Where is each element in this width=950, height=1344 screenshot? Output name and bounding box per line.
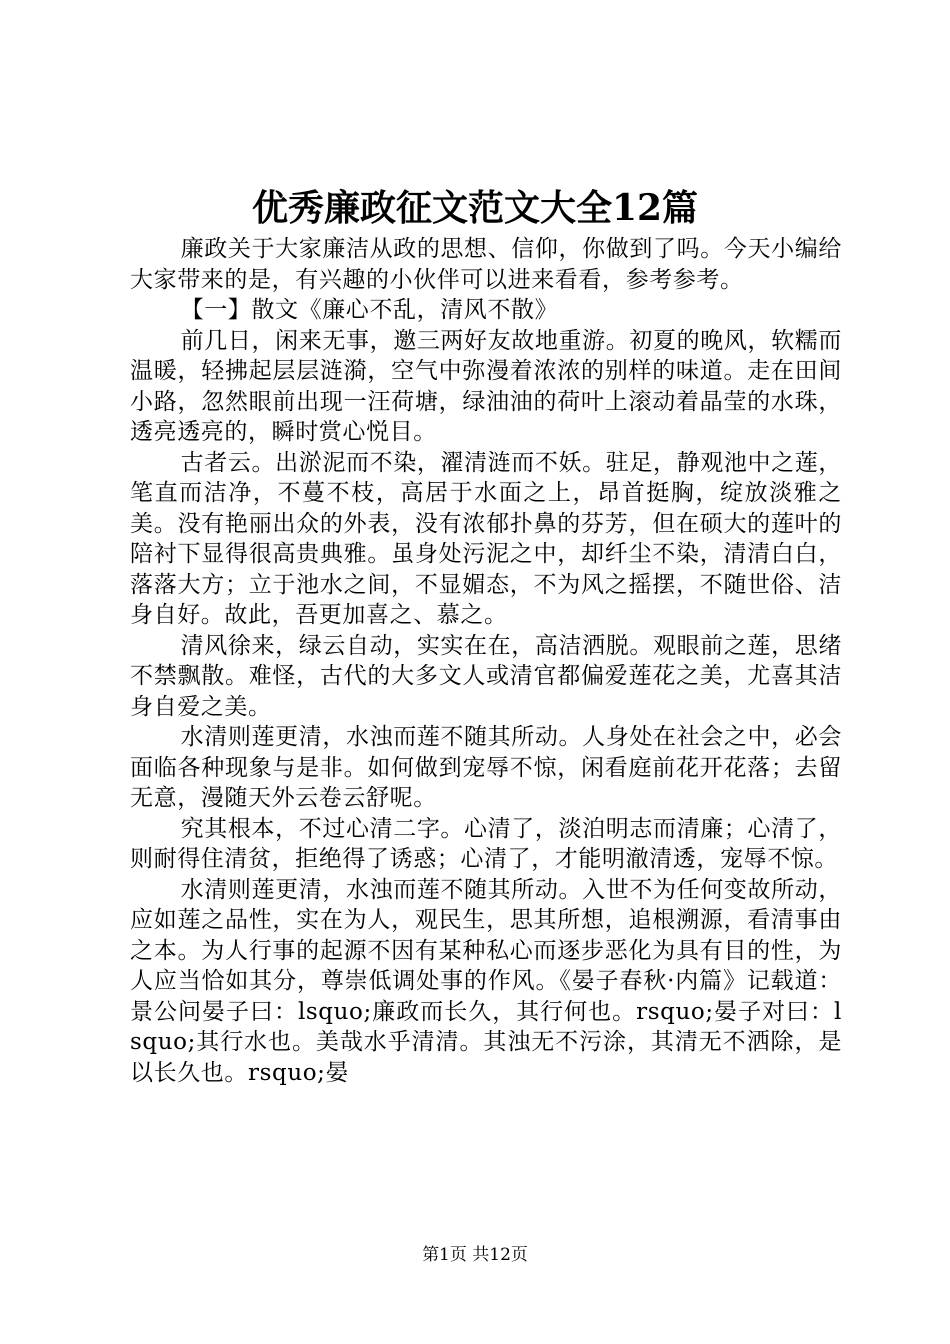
document-title: 优秀廉政征文范文大全12篇 [251, 187, 699, 229]
body-paragraph: 水清则莲更清，水浊而莲不随其所动。入世不为任何变故所动，应如莲之品性，实在为人，观民生，思其所想，追根溯源，看清事由之本。为人行事的起源不因有某种私心而逐步恶化为具有目的性，为人应当恰如其分，尊崇低调处事的作风。《晏子春秋·内篇》记载道：景公问晏子曰：lsquo;廉政而长久，其行何也。rsquo;晏子对曰：lsquo;其行水也。美哉水乎清清。其浊无不污涂，其清无不洒除，是以长久也。rsquo;晏 [130, 876, 842, 1086]
intro-paragraph: 廉政关于大家廉洁从政的思想、信仰，你做到了吗。今天小编给大家带来的是，有兴趣的小伙伴可以进来看看，参考参考。 [130, 236, 842, 293]
body-paragraph: 水清则莲更清，水浊而莲不随其所动。人身处在社会之中，必会面临各种现象与是非。如何做到宠辱不惊，闲看庭前花开花落；去留无意，漫随天外云卷云舒呢。 [130, 724, 842, 811]
body-paragraph: 究其根本，不过心清二字。心清了，淡泊明志而清廉；心清了，则耐得住清贫，拒绝得了诱惑；心清了，才能明澈清透，宠辱不惊。 [130, 815, 842, 872]
section-heading: 【一】散文《廉心不乱，清风不散》 [180, 297, 559, 323]
document-body [130, 234, 842, 1088]
page-number-footer: 第1页 共12页 [422, 1245, 528, 1265]
body-paragraph: 古者云。出淤泥而不染，濯清涟而不妖。驻足，静观池中之莲，笔直而洁净，不蔓不枝，高居于水面之上，昂首挺胸，绽放淡雅之美。没有艳丽出众的外表，没有浓郁扑鼻的芬芳，但在硕大的莲叶的陪衬下显得很高贵典雅。虽身处污泥之中，却纤尘不染，清清白白，落落大方；立于池水之间，不显媚态，不为风之摇摆，不随世俗、洁身自好。故此，吾更加喜之、慕之。 [130, 449, 842, 628]
body-paragraph: 前几日，闲来无事，邀三两好友故地重游。初夏的晚风，软糯而温暖，轻拂起层层涟漪，空气中弥漫着浓浓的别样的味道。走在田间小路，忽然眼前出现一汪荷塘，绿油油的荷叶上滚动着晶莹的水珠，透亮透亮的，瞬时赏心悦目。 [130, 327, 842, 445]
body-paragraph: 清风徐来，绿云自动，实实在在，高洁洒脱。观眼前之莲，思绪不禁飘散。难怪，古代的大多文人或清官都偏爱莲花之美，尤喜其洁身自爱之美。 [130, 632, 842, 720]
